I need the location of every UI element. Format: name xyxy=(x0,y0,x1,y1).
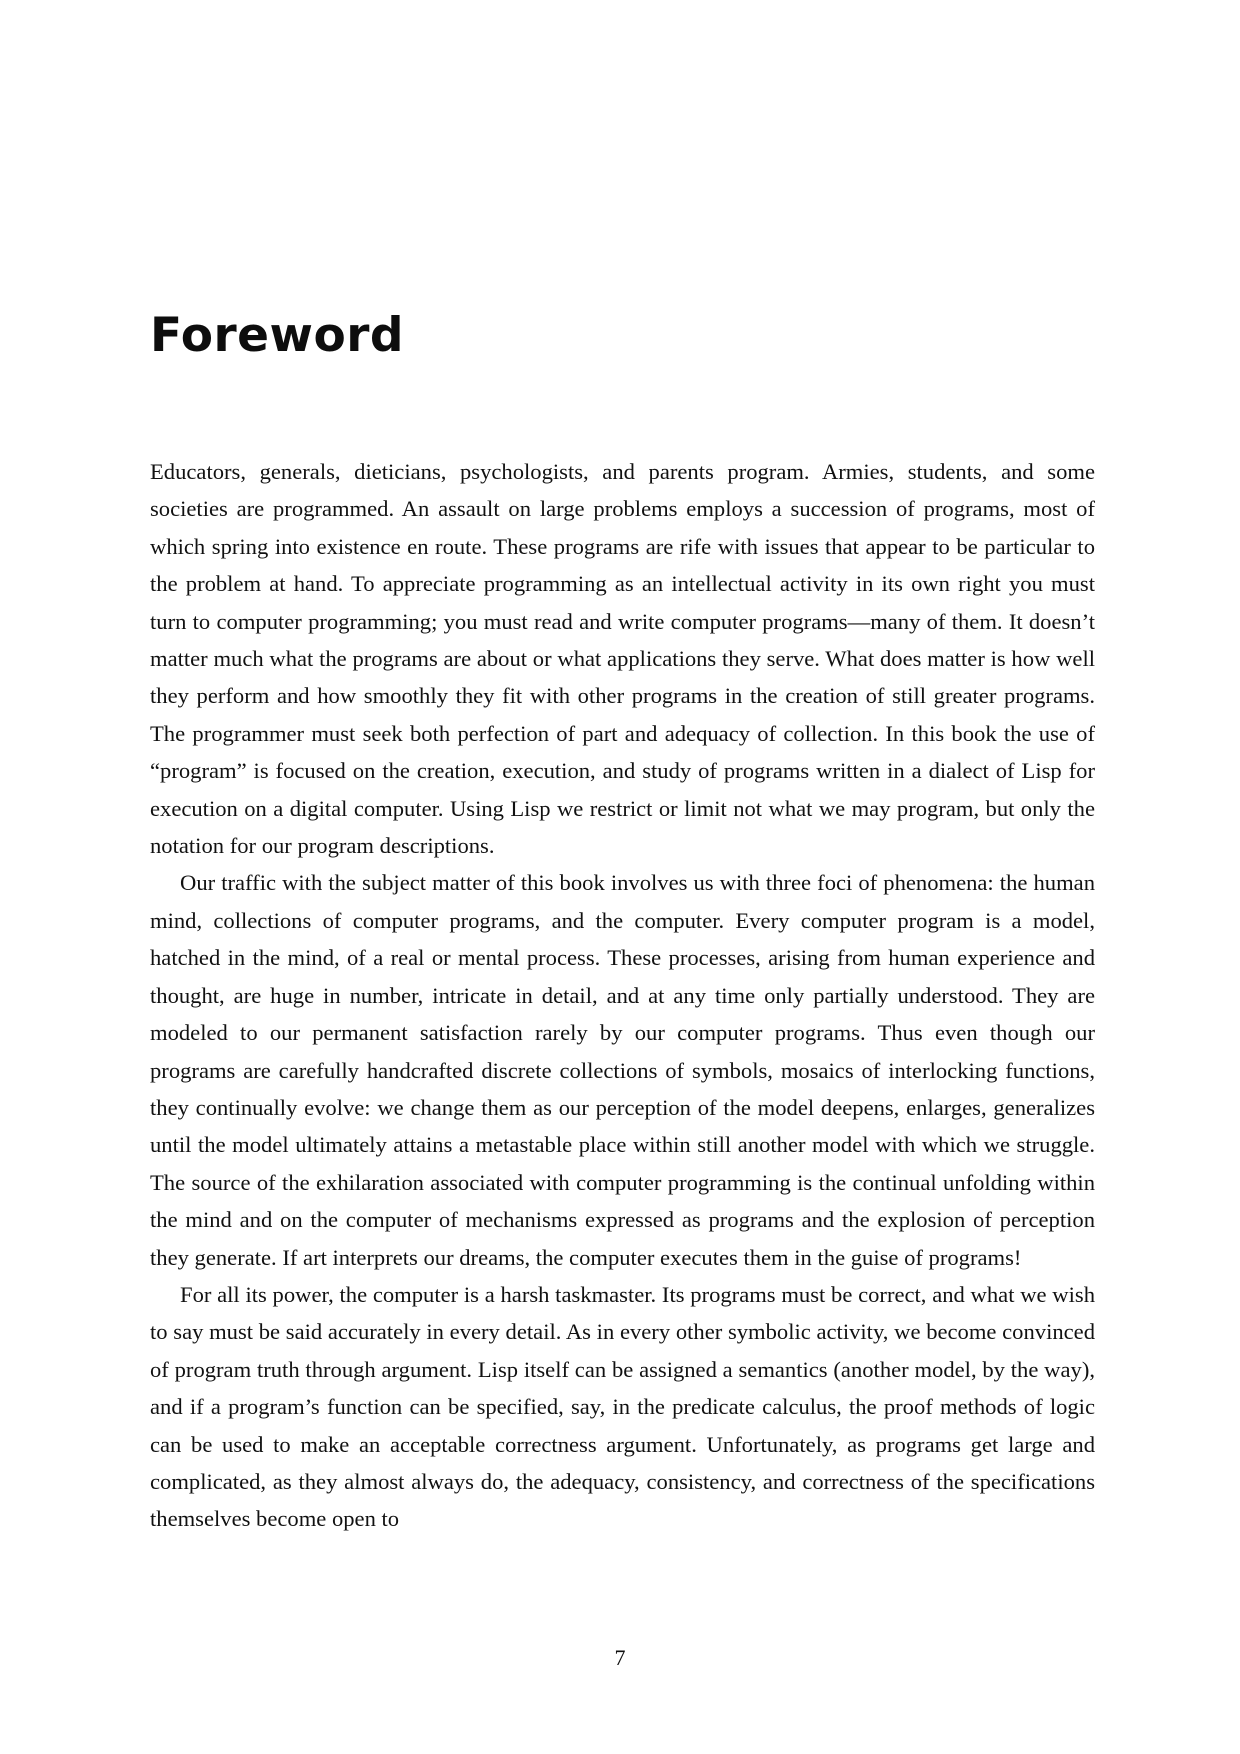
paragraph-2: Our traffic with the subject matter of this book involves us with three foci of phenomena: the human mind, collections of computer programs, and the computer. Every computer program is a model, hatched in the mind, of a real or mental process. These processes, arising from human experience and thought, are huge in number, intricate in detail, and at any time only partially understood. They are modeled to our permanent satisfaction rarely by our computer programs. Thus even though our programs are carefully handcrafted discrete collections of symbols, mosaics of interlocking functions, they continually evolve: we change them as our perception of the model deepens, enlarges, generalizes until the model ultimately attains a metastable place within still another model with which we struggle. The source of the exhilaration associated with computer programming is the continual unfolding within the mind and on the computer of mechanisms expressed as programs and the explosion of perception they generate. If art interprets our dreams, the computer executes them in the guise of programs! xyxy=(150,870,1095,1270)
paragraph-3: For all its power, the computer is a harsh taskmaster. Its programs must be correct, and what we wish to say must be said accurately in every detail. As in every other symbolic activity, we become convinced of program truth through argument. Lisp itself can be assigned a semantics (another model, by the way), and if a program’s function can be specified, say, in the predicate calculus, the proof methods of logic can be used to make an acceptable correctness argument. Unfortunately, as programs get large and complicated, as they almost always do, the adequacy, consistency, and correctness of the specifications themselves become open to xyxy=(150,1281,1095,1532)
page-number: 7 xyxy=(614,1645,626,1670)
paragraph-1: Educators, generals, dieticians, psychologists, and parents program. Armies, students, and some societies are programmed. An assault on large problems employs a succession of programs, most of which spring into existence en route. These programs are rife with issues that appear to be particular to the problem at hand. To appreciate programming as an intellectual activity in its own right you must turn to computer programming; you must read and write computer programs—many of them. It doesn’t matter much what the programs are about or what applications they serve. What does matter is how well they perform and how smoothly they fit with other programs in the creation of still greater programs. The programmer must seek both perfection of part and adequacy of collection. In this book the use of “program” is focused on the creation, execution, and study of programs written in a dialect of Lisp for execution on a digital computer. Using Lisp we restrict or limit not what we may program, but only the notation for our program descriptions. xyxy=(150,459,1095,859)
foreword-body xyxy=(150,453,1095,1538)
chapter-title: Foreword xyxy=(150,308,405,363)
